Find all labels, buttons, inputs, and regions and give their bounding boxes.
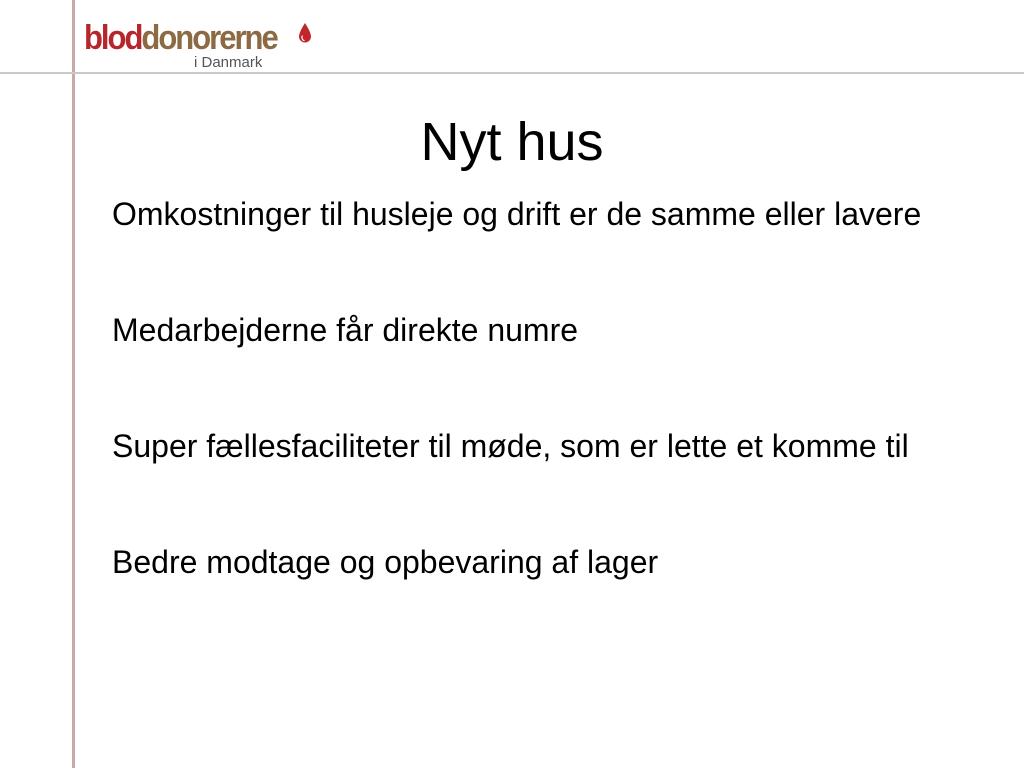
logo-subtitle: i Danmark: [194, 54, 263, 71]
header-divider: [0, 72, 1024, 74]
bullet-item: Bedre modtage og opbevaring af lager: [112, 544, 659, 580]
blood-drop-icon: [298, 22, 312, 44]
bullet-item: Super fællesfaciliteter til møde, som er lette et komme til: [112, 428, 909, 464]
bullet-list: [112, 191, 992, 655]
logo-wordmark-blod: blod: [84, 17, 142, 57]
bullet-item: Omkostninger til husleje og drift er de samme eller lavere: [112, 196, 922, 232]
bullet-item: Medarbejderne får direkte numre: [112, 312, 579, 348]
slide-title: Nyt hus: [420, 112, 604, 172]
logo-wordmark-donorerne: donorerne: [141, 17, 277, 57]
logo-wordmark: [84, 17, 277, 57]
